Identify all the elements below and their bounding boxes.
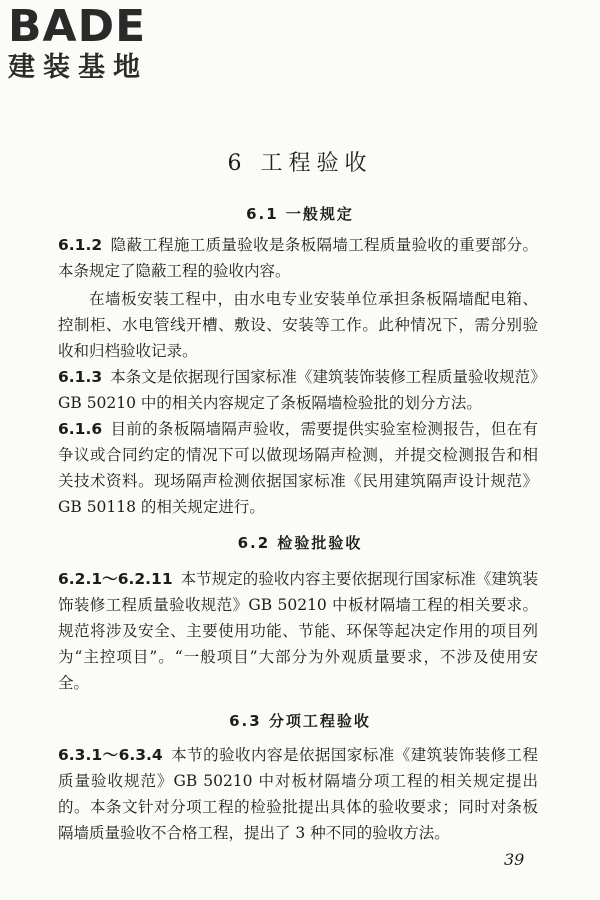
section-title-6-2: 6.2 检验批验收	[237, 534, 363, 552]
clause-number: 6.1.3	[58, 368, 103, 386]
clause-text: 隐蔽工程施工质量验收是条板隔墙工程质量验收的重要部分。本条规定了隐蔽工程的验收内容。	[58, 236, 538, 280]
paragraph-6-1-6	[58, 416, 538, 520]
logo-wordmark: BADE	[8, 1, 147, 52]
paragraph-6-2-1	[58, 566, 538, 696]
section-title-6-3: 6.3 分项工程验收	[229, 712, 371, 730]
clause-number: 6.1.6	[58, 420, 103, 438]
paragraph-6-1-3	[58, 364, 538, 416]
clause-text: 在墙板安装工程中，由水电专业安装单位承担条板隔墙配电箱、控制柜、水电管线开槽、敷设、安装等工作。此种情况下，需分别验收和归档验收记录。	[58, 290, 538, 360]
paragraph-6-1-2-cont	[58, 286, 538, 364]
brand-logo	[8, 1, 178, 84]
section-title-6-1: 6.1 一般规定	[246, 205, 354, 223]
logo-subtitle: 建装基地	[8, 52, 148, 83]
page-number: 39	[504, 850, 525, 869]
clause-text: 本节的验收内容是依据国家标准《建筑装饰装修工程质量验收规范》GB 50210 中对板材隔墙分项工程的相关规定提出的。本条文针对分项工程的检验批提出具体的验收要求；同时对条板隔墙质量验收不合格工程，提出了 3 种不同的验收方法。	[58, 746, 538, 842]
clause-text: 本节规定的验收内容主要依据现行国家标准《建筑装饰装修工程质量验收规范》GB 50210 中板材隔墙工程的相关要求。规范将涉及安全、主要使用功能、节能、环保等起决定作用的项目列为“主控项目”。“一般项目”大部分为外观质量要求，不涉及使用安全。	[58, 570, 538, 692]
clause-number: 6.1.2	[58, 236, 103, 254]
chapter-title: 6 工程验收	[227, 151, 373, 176]
clause-number: 6.3.1～6.3.4	[58, 746, 163, 764]
clause-text: 本条文是依据现行国家标准《建筑装饰装修工程质量验收规范》GB 50210 中的相关内容规定了条板隔墙检验批的划分方法。	[58, 368, 538, 412]
paragraph-6-3-1	[58, 742, 538, 846]
clause-number: 6.2.1～6.2.11	[58, 570, 173, 588]
paragraph-6-1-2	[58, 232, 538, 284]
clause-text: 目前的条板隔墙隔声验收，需要提供实验室检测报告，但在有争议或合同约定的情况下可以做现场隔声检测，并提交检测报告和相关技术资料。现场隔声检测依据国家标准《民用建筑隔声设计规范》GB 50118 的相关规定进行。	[58, 420, 538, 516]
